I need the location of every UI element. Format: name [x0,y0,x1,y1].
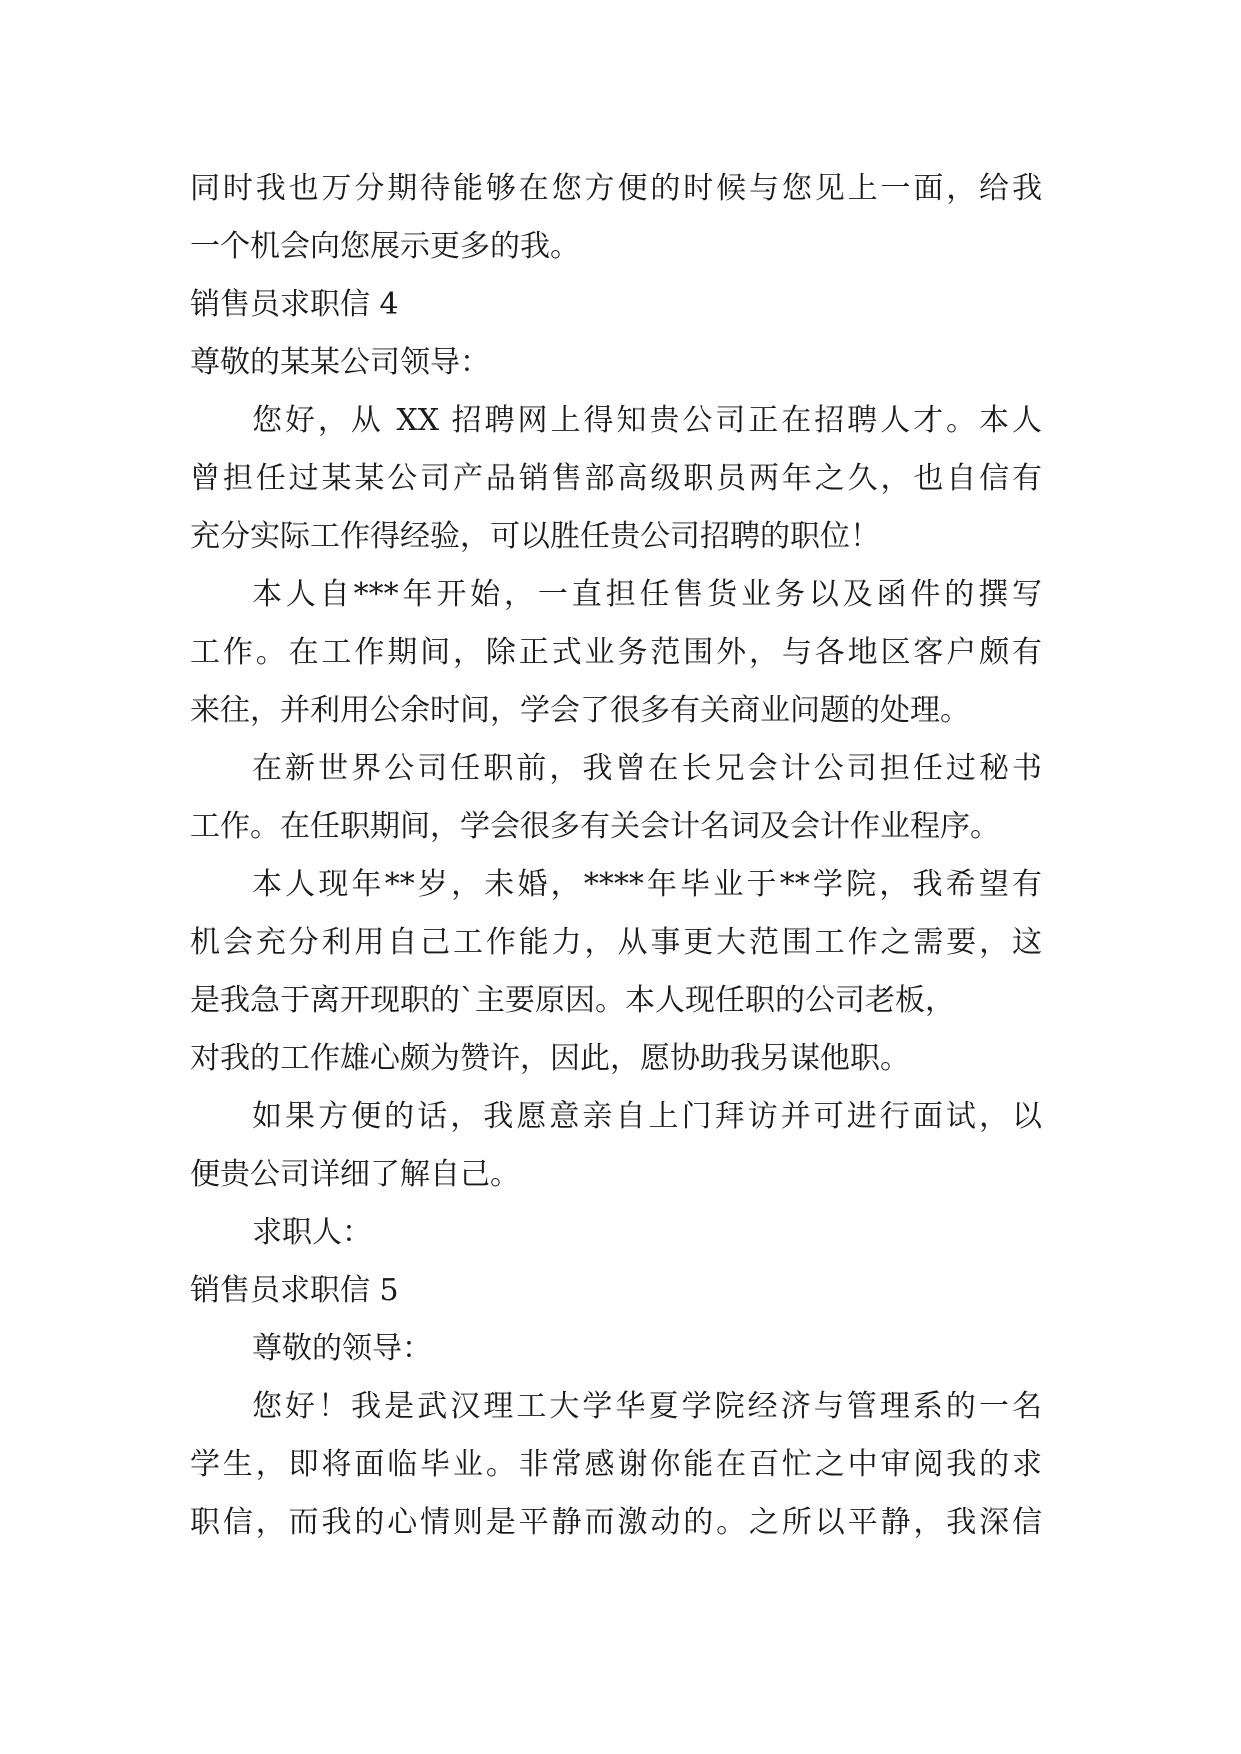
body-line: 充分实际工作得经验，可以胜任贵公司招聘的职位！ [190,519,880,554]
body-line: 您好，从 XX 招聘网上得知贵公司正在招聘人才。本人 [252,403,1042,438]
section-heading: 销售员求职信 4 [190,287,399,322]
body-line: 本人自***年开始，一直担任售货业务以及函件的撰写 [252,577,1042,612]
body-line: 来往，并利用公余时间，学会了很多有关商业问题的处理。 [190,693,970,728]
body-line: 机会充分利用自己工作能力，从事更大范围工作之需要，这 [190,925,1042,960]
body-line: 工作。在任职期间，学会很多有关会计名词及会计作业程序。 [190,809,1000,844]
body-line: 本人现年**岁，未婚，****年毕业于**学院，我希望有 [252,867,1042,902]
body-line: 学生，即将面临毕业。非常感谢你能在百忙之中审阅我的求 [190,1447,1042,1482]
body-line: 是我急于离开现职的`主要原因。本人现任职的公司老板， [190,983,955,1018]
body-line: 一个机会向您展示更多的我。 [190,229,580,264]
body-line: 职信，而我的心情则是平静而激动的。之所以平静，我深信 [190,1505,1042,1540]
body-line: 曾担任过某某公司产品销售部高级职员两年之久，也自信有 [190,461,1042,496]
body-line: 对我的工作雄心颇为赞许，因此，愿协助我另谋他职。 [190,1041,910,1076]
body-line: 便贵公司详细了解自己。 [190,1157,520,1192]
section-heading: 销售员求职信 5 [190,1273,399,1308]
body-line: 同时我也万分期待能够在您方便的时候与您见上一面，给我 [190,171,1042,206]
salutation: 尊敬的某某公司领导： [190,345,490,380]
salutation: 尊敬的领导： [252,1331,432,1366]
body-line: 如果方便的话，我愿意亲自上门拜访并可进行面试，以 [252,1099,1042,1134]
document-body [190,160,1090,1552]
body-line: 工作。在工作期间，除正式业务范围外，与各地区客户颇有 [190,635,1042,670]
body-line: 在新世界公司任职前，我曾在长兄会计公司担任过秘书 [252,751,1042,786]
body-line: 您好！我是武汉理工大学华夏学院经济与管理系的一名 [252,1389,1042,1424]
signature-label: 求职人： [252,1215,372,1250]
